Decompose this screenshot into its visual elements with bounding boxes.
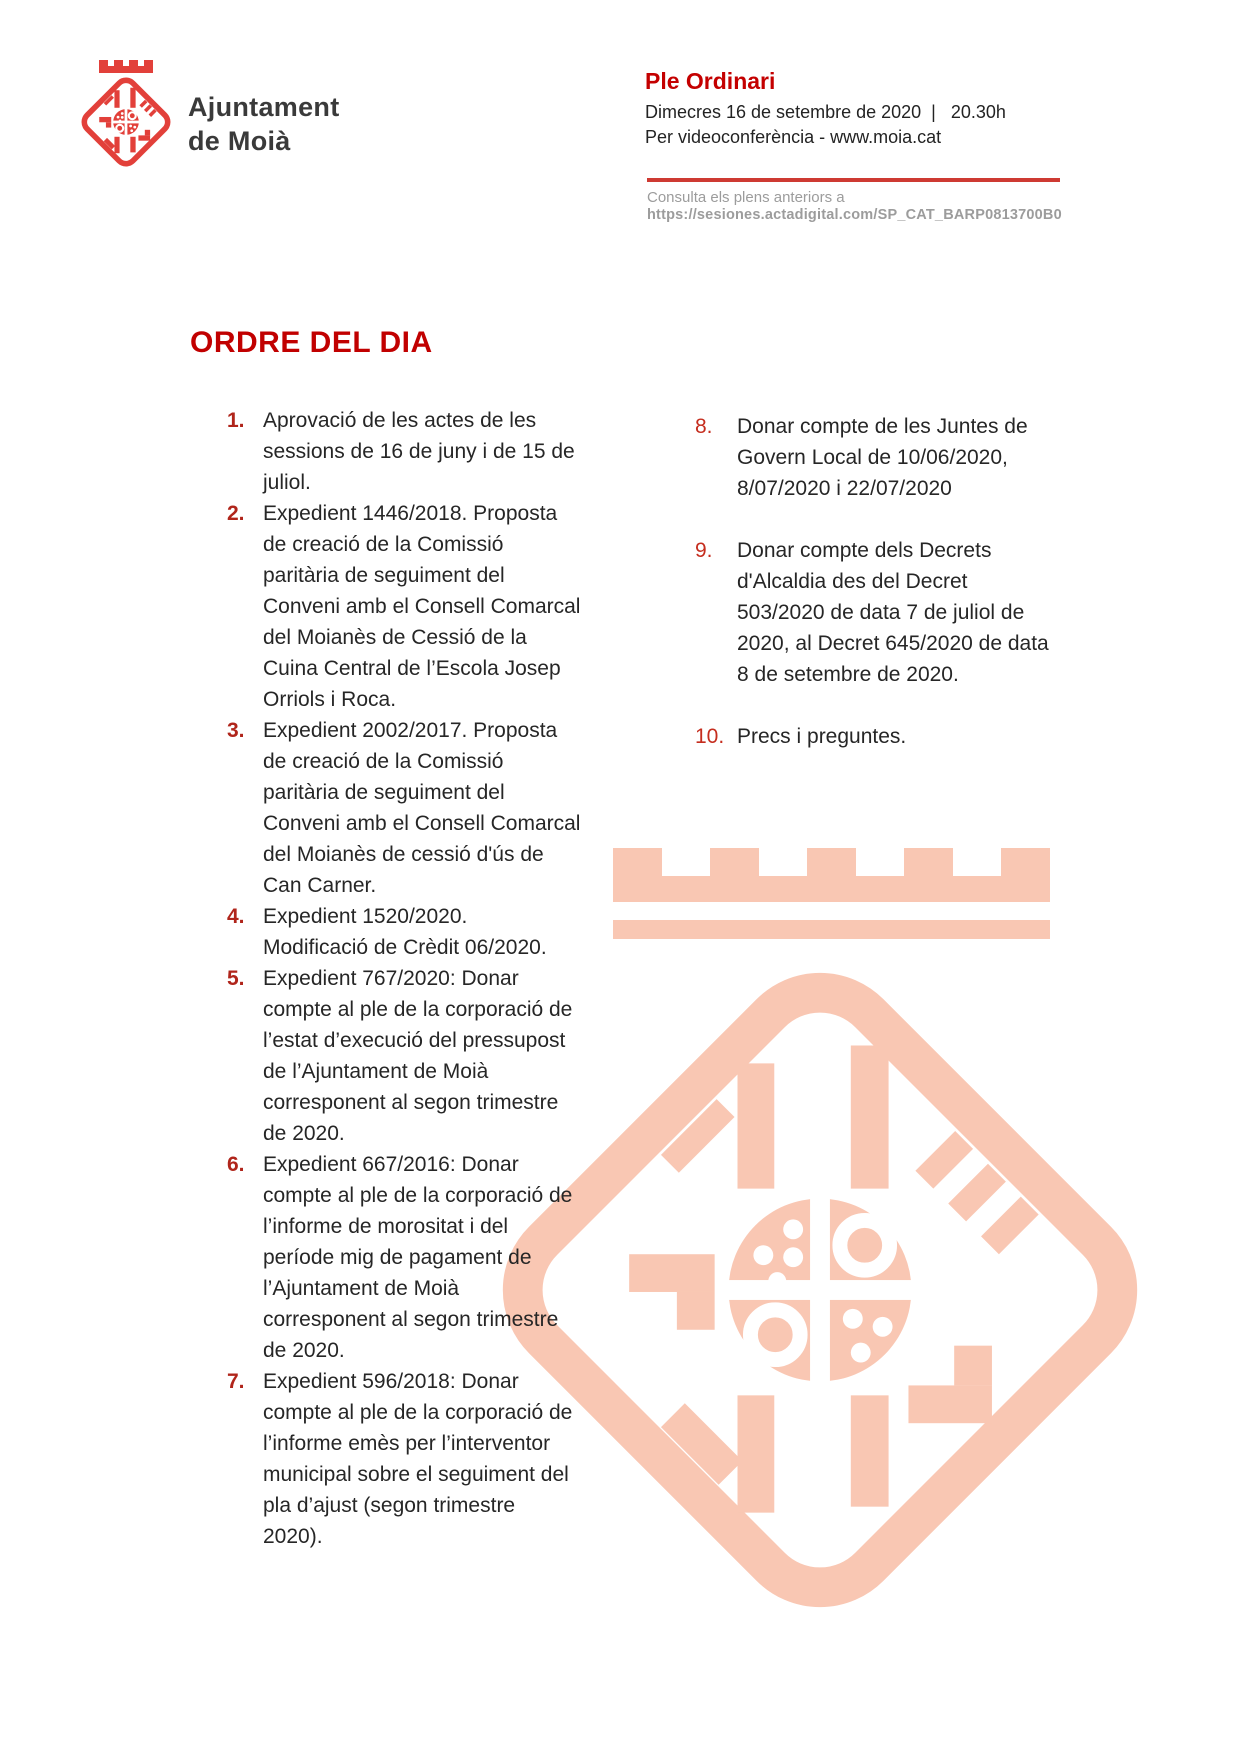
agenda-right-column bbox=[695, 411, 1055, 783]
agenda-item-number: 7. bbox=[227, 1370, 245, 1393]
agenda-item-number: 8. bbox=[695, 415, 713, 438]
agenda-item-text: Expedient 1446/2018. Proposta de creació de la Comissió paritària de seguiment del Conveni amb el Consell Comarcal del Moianès de Cessió de la Cuina Central de l’Escola Josep Orriols i Roca. bbox=[263, 502, 581, 711]
agenda-item-number: 6. bbox=[227, 1153, 245, 1176]
moia-coat-of-arms-logo bbox=[72, 44, 176, 172]
agenda-item-number: 3. bbox=[227, 719, 245, 742]
red-divider-line bbox=[647, 178, 1060, 182]
agenda-item-1 bbox=[227, 405, 607, 498]
archive-note: Consulta els plens anteriors a bbox=[647, 189, 845, 206]
agenda-item-text: Expedient 2002/2017. Proposta de creació de la Comissió paritària de seguiment del Conveni amb el Consell Comarcal del Moianès de cessió d'ús de Can Carner. bbox=[263, 719, 581, 897]
agenda-item-number: 2. bbox=[227, 502, 245, 525]
agenda-item-text: Precs i preguntes. bbox=[737, 725, 907, 748]
agenda-item-number: 1. bbox=[227, 409, 245, 432]
agenda-item-number: 4. bbox=[227, 905, 245, 928]
agenda-item-3 bbox=[227, 715, 607, 901]
agenda-item-10 bbox=[695, 721, 1055, 752]
agenda-item-text: Expedient 667/2016: Donar compte al ple de la corporació de l’informe de morositat i del període mig de pagament de l’Ajuntament de Moià corresponent al segon trimestre de 2020. bbox=[263, 1153, 573, 1362]
org-name-line1: Ajuntament bbox=[188, 92, 340, 122]
session-location: Per videoconferència - www.moia.cat bbox=[645, 127, 942, 147]
agenda-item-number: 10. bbox=[695, 725, 725, 748]
agenda-item-4 bbox=[227, 901, 607, 963]
session-datetime: Dimecres 16 de setembre de 2020 | 20.30h bbox=[645, 102, 1006, 122]
agenda-item-text: Expedient 596/2018: Donar compte al ple de la corporació de l’informe emès per l’interventor municipal sobre el seguiment del pla d’ajust (segon trimestre 2020). bbox=[263, 1370, 573, 1548]
agenda-item-text: Donar compte de les Juntes de Govern Local de 10/06/2020, 8/07/2020 i 22/07/2020 bbox=[737, 415, 1028, 500]
page-title: ORDRE DEL DIA bbox=[190, 326, 433, 359]
agenda-item-2 bbox=[227, 498, 607, 715]
agenda-item-7 bbox=[227, 1366, 607, 1552]
org-name-line2: de Moià bbox=[188, 126, 291, 156]
org-name bbox=[188, 90, 340, 158]
agenda-item-9 bbox=[695, 535, 1055, 690]
watermark-crown-icon bbox=[613, 848, 1050, 939]
session-title: Ple Ordinari bbox=[645, 68, 776, 94]
agenda-item-6 bbox=[227, 1149, 607, 1366]
agenda-item-text: Aprovació de les actes de les sessions de 16 de juny i de 15 de juliol. bbox=[263, 409, 575, 494]
agenda-item-number: 5. bbox=[227, 967, 245, 990]
agenda-item-5 bbox=[227, 963, 607, 1149]
agenda-item-text: Donar compte dels Decrets d'Alcaldia des del Decret 503/2020 de data 7 de juliol de 2020, al Decret 645/2020 de data 8 de setembre de 2020. bbox=[737, 539, 1049, 686]
logo-crown-icon bbox=[99, 60, 153, 73]
agenda-item-text: Expedient 767/2020: Donar compte al ple de la corporació de l’estat d’execució del pressupost de l’Ajuntament de Moià corresponent al segon trimestre de 2020. bbox=[263, 967, 573, 1145]
agenda-item-number: 9. bbox=[695, 539, 713, 562]
logo-diamond-icon bbox=[80, 76, 171, 167]
archive-url-link[interactable]: https://sesiones.actadigital.com/SP_CAT_BARP0813700B0 bbox=[647, 207, 1062, 223]
agenda-item-text: Expedient 1520/2020. Modificació de Crèdit 06/2020. bbox=[263, 905, 547, 959]
agenda-item-8 bbox=[695, 411, 1055, 504]
agenda-left-column bbox=[227, 405, 607, 1552]
